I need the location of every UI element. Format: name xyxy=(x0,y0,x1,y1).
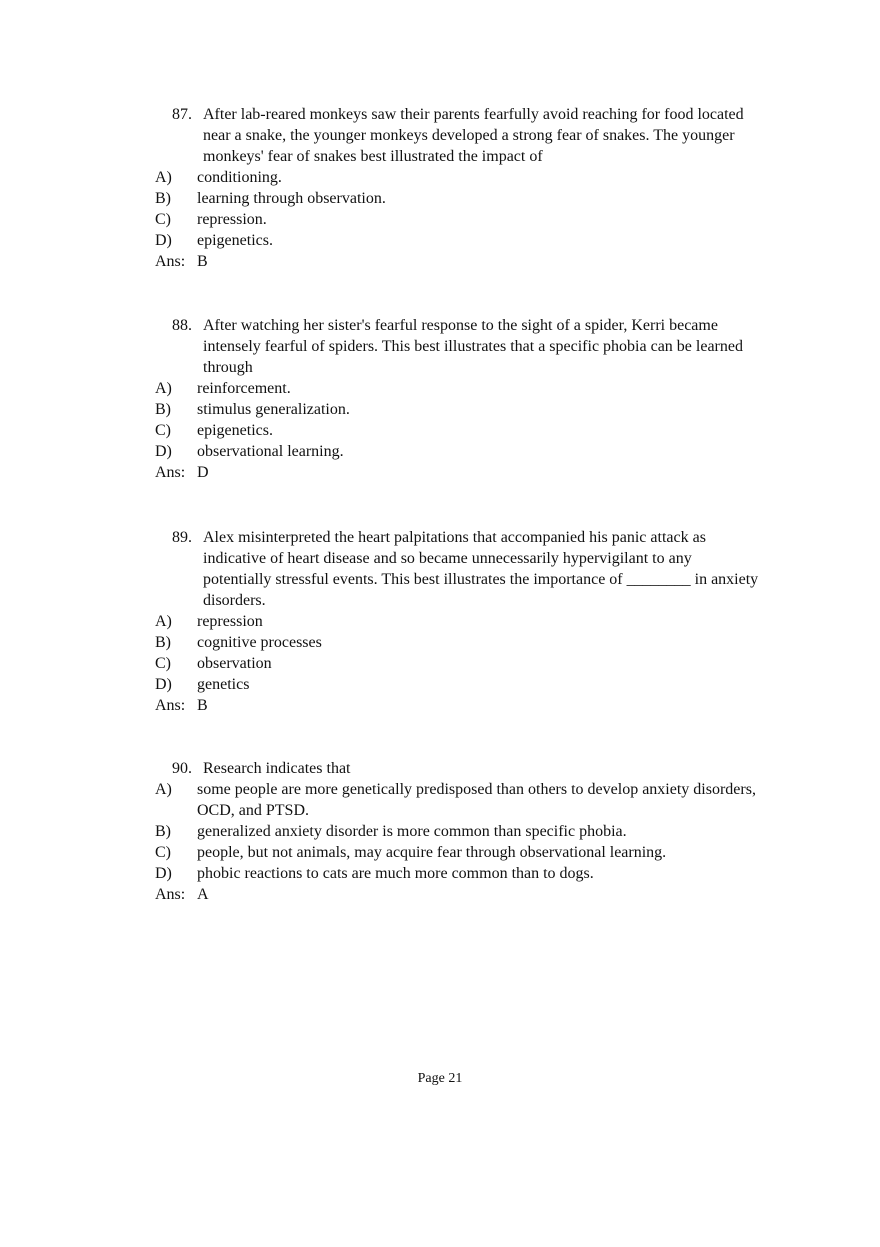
option-text: genetics xyxy=(197,676,250,693)
option-letter: A) xyxy=(155,613,172,630)
option-letter: C) xyxy=(155,844,171,861)
answer-line xyxy=(0,462,880,483)
option-a xyxy=(0,611,880,632)
option-letter: D) xyxy=(155,443,172,460)
option-letter: A) xyxy=(155,781,172,798)
question-87 xyxy=(0,104,880,272)
option-c xyxy=(0,842,880,863)
option-text: learning through observation. xyxy=(197,190,386,207)
option-c xyxy=(0,209,880,230)
option-c xyxy=(0,420,880,441)
option-text: conditioning. xyxy=(197,169,282,186)
answer-line xyxy=(0,695,880,716)
option-b xyxy=(0,188,880,209)
answer-line xyxy=(0,884,880,905)
option-text: repression. xyxy=(197,211,267,228)
option-letter: B) xyxy=(155,823,171,840)
question-88 xyxy=(0,315,880,483)
answer-label: Ans: xyxy=(155,886,186,903)
option-letter: C) xyxy=(155,655,171,672)
answer-label: Ans: xyxy=(155,253,186,270)
option-text: observational learning. xyxy=(197,443,344,460)
option-letter: A) xyxy=(155,169,172,186)
question-stem xyxy=(0,527,880,611)
option-letter: D) xyxy=(155,232,172,249)
question-text: Research indicates that xyxy=(203,760,351,777)
option-text: reinforcement. xyxy=(197,380,291,397)
option-d xyxy=(0,674,880,695)
question-89 xyxy=(0,527,880,716)
question-number: 90. xyxy=(172,760,192,777)
option-d xyxy=(0,230,880,251)
option-d xyxy=(0,863,880,884)
option-b xyxy=(0,821,880,842)
option-a xyxy=(0,378,880,399)
page-number: Page 21 xyxy=(417,1071,463,1086)
answer-value: A xyxy=(197,886,209,903)
option-text: phobic reactions to cats are much more common than to dogs. xyxy=(197,865,594,882)
option-letter: D) xyxy=(155,865,172,882)
option-letter: C) xyxy=(155,422,171,439)
question-number: 89. xyxy=(172,529,192,546)
option-text: stimulus generalization. xyxy=(197,401,350,418)
question-stem xyxy=(0,104,880,167)
option-letter: B) xyxy=(155,401,171,418)
question-number: 88. xyxy=(172,317,192,334)
option-text: observation xyxy=(197,655,272,672)
option-letter: A) xyxy=(155,380,172,397)
option-a xyxy=(0,779,880,821)
option-a xyxy=(0,167,880,188)
option-c xyxy=(0,653,880,674)
question-stem xyxy=(0,758,880,779)
answer-value: B xyxy=(197,697,208,714)
question-stem xyxy=(0,315,880,378)
option-d xyxy=(0,441,880,462)
answer-value: D xyxy=(197,464,209,481)
option-letter: D) xyxy=(155,676,172,693)
option-b xyxy=(0,632,880,653)
answer-line xyxy=(0,251,880,272)
question-text: Alex misinterpreted the heart palpitations that accompanied his panic attack as indicative of heart disease and so became unnecessarily hypervigilant to any potentially stressful events. This best illustrates the importance of ________ in anxiety disorders. xyxy=(203,529,759,609)
question-90 xyxy=(0,758,880,905)
option-b xyxy=(0,399,880,420)
option-text: some people are more genetically predisposed than others to develop anxiety disorders, OCD, and PTSD. xyxy=(197,781,756,819)
option-text: generalized anxiety disorder is more common than specific phobia. xyxy=(197,823,627,840)
option-text: cognitive processes xyxy=(197,634,322,651)
question-text: After watching her sister's fearful response to the sight of a spider, Kerri became intensely fearful of spiders. This best illustrates that a specific phobia can be learned through xyxy=(203,317,743,376)
answer-value: B xyxy=(197,253,208,270)
question-text: After lab-reared monkeys saw their parents fearfully avoid reaching for food located near a snake, the younger monkeys developed a strong fear of snakes. The younger monkeys' fear of snakes best illustrated the impact of xyxy=(203,106,744,165)
answer-label: Ans: xyxy=(155,464,186,481)
option-letter: B) xyxy=(155,190,171,207)
option-text: people, but not animals, may acquire fear through observational learning. xyxy=(197,844,667,861)
answer-label: Ans: xyxy=(155,697,186,714)
option-text: epigenetics. xyxy=(197,232,273,249)
question-number: 87. xyxy=(172,106,192,123)
option-letter: C) xyxy=(155,211,171,228)
option-text: repression xyxy=(197,613,263,630)
option-letter: B) xyxy=(155,634,171,651)
option-text: epigenetics. xyxy=(197,422,273,439)
